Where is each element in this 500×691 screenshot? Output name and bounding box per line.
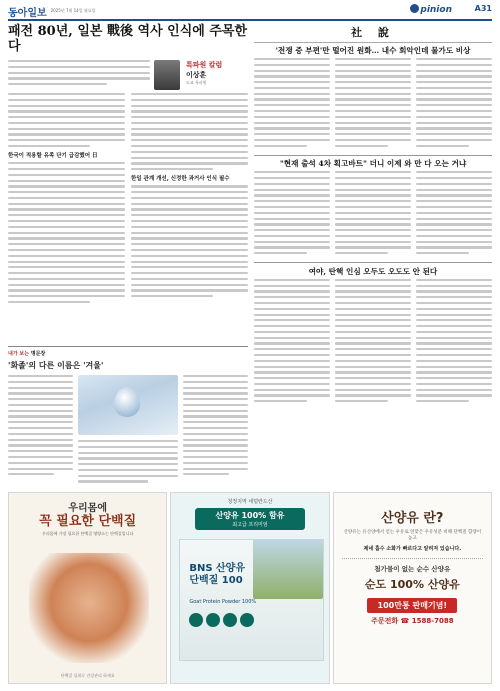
ad2-banner: 청정지역 네덜란드산 — [227, 499, 273, 505]
ad3-phone[interactable]: 주문전화 ☎ 1588-7088 — [371, 617, 454, 625]
ad2-brand: BNS 산양유 단백질 100 — [189, 563, 245, 586]
author-photo — [154, 60, 180, 90]
goat-photo-image — [253, 539, 323, 599]
essay-tag: 내가 보는 명문장 — [8, 351, 46, 357]
ad2-badges — [189, 613, 254, 627]
masthead — [8, 4, 492, 18]
page-number: A31 — [474, 4, 492, 13]
ad-goat-milk-info[interactable] — [333, 492, 492, 684]
ad2-pill: 산양유 100% 함유 최고급 프리미엄 — [195, 508, 305, 530]
anatomy-figure-image — [29, 553, 149, 663]
editorial-headline-3: 여야, 탄핵 인심 오두도 오도도 안 된다 — [308, 266, 438, 276]
newspaper-logo: 동아일보 — [8, 7, 47, 19]
essay-title: '화졸'의 다른 이름은 '겨울' — [8, 360, 104, 370]
lead-paragraph — [8, 60, 150, 89]
ad-protein-top: 우리몸에 — [68, 503, 107, 514]
column-subhead-2: 한일 관계 개선, 신정한 과거사 인식 필수 — [131, 176, 230, 183]
ad-protein-foot: 단백질 섭취로 건강관리 하세요 — [60, 673, 115, 678]
ad3-question: 산양유 란? — [381, 511, 444, 526]
author-title: 도쿄 특파원 — [186, 80, 207, 85]
editorial-body-1 — [254, 58, 492, 151]
ad3-highlight: 제네 흡수 소화가 빠르다고 알려져 있습니다. — [363, 546, 462, 552]
section-logo: pinion — [410, 4, 452, 15]
editorial-section-title: 社 說 — [254, 24, 492, 43]
editorial-rule-1 — [254, 155, 492, 156]
byline — [8, 60, 248, 90]
ad3-big: 순도 100% 산양유 — [364, 578, 460, 591]
top-rule — [8, 19, 492, 21]
editorial-rule-2 — [254, 262, 492, 263]
editorial-section — [254, 24, 492, 464]
editorial-body-2 — [254, 171, 492, 258]
author-block — [186, 60, 248, 86]
ad3-divider — [342, 558, 484, 559]
ad-protein-note: 우리몸에 가장 필요한 단백질 영양소는 단백질입니다 — [41, 531, 134, 536]
ad3-subhead: 첨가물이 없는 순수 산양유 — [374, 565, 451, 573]
column-subhead-1: 한국이 적용할 유족 단기 급감했어 日 — [8, 153, 98, 160]
opinion-o-icon — [410, 4, 419, 13]
editorial-headline-1: '전쟁 중 부편'만 떨어진 원화… 내수 회악인데 물가도 비상 — [275, 46, 471, 55]
ad-goat-milk-product[interactable] — [170, 492, 329, 684]
advertisement-strip — [8, 492, 492, 684]
author-name: 이상훈 — [186, 71, 207, 79]
essay-illustration — [78, 375, 178, 435]
column-body — [8, 93, 248, 307]
column-label: 특파원 칼럼 — [186, 61, 223, 69]
editorial-headline-2: "현재 출석 4차 획고바트" 더니 이제 와 만 다 오는 거냐 — [279, 159, 467, 169]
editorial-body-3 — [254, 279, 492, 406]
ad-protein[interactable] — [8, 492, 167, 684]
ad-protein-headline: 꼭 필요한 단백질 — [39, 514, 137, 529]
ad3-text: 산양유는 유산양에서 얻는 우유로 알맞은 우유성분 비해 단백질 함량이 높고 — [343, 530, 482, 541]
dateline: 2025년 7월 14일 월요일 — [50, 8, 96, 13]
column-headline: 패전 80년, 일본 戰後 역사 인식에 주목한다 — [8, 24, 248, 54]
ad3-sale-badge: 100만통 판매기념! — [367, 598, 457, 613]
ad2-sub: Goat Protein Powder 100% — [189, 599, 257, 605]
section-divider — [8, 346, 248, 347]
essay-column — [8, 350, 248, 490]
